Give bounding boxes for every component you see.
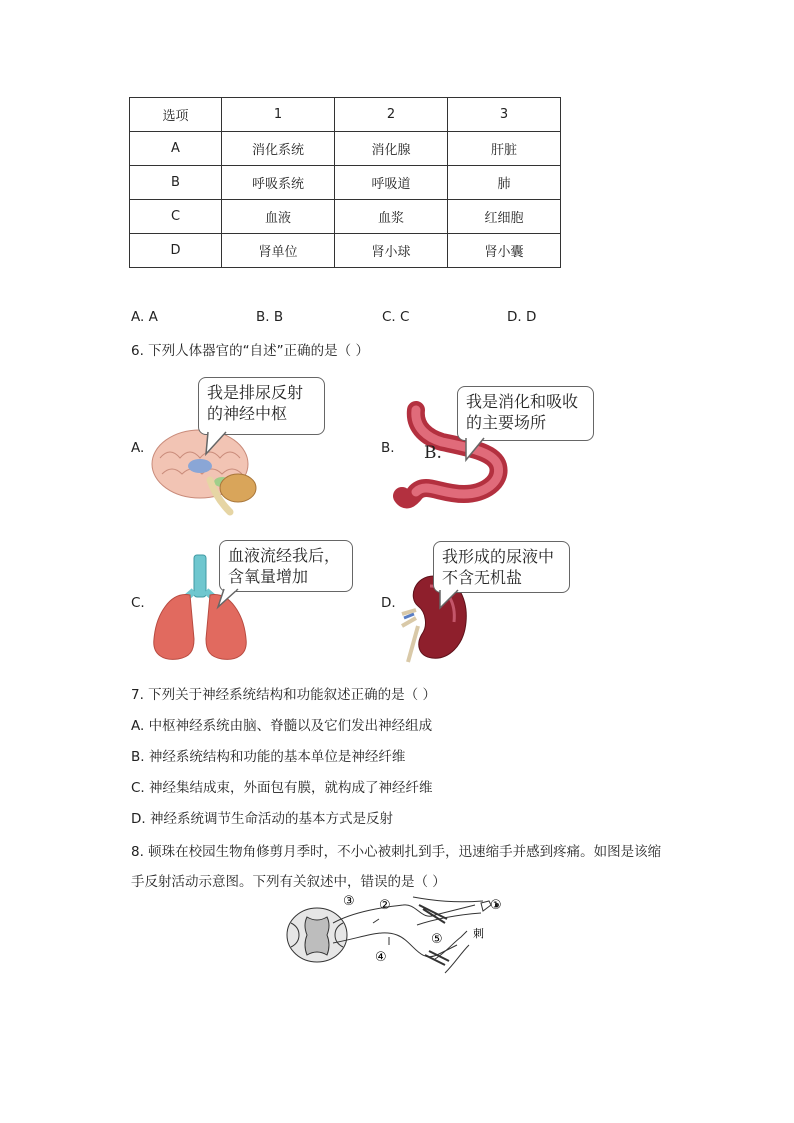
- q7-option-c[interactable]: C. 神经集结成束，外面包有膜，就构成了神经纤维: [131, 780, 433, 796]
- table-cell: 肝脏: [448, 132, 561, 166]
- table-header-cell: 3: [448, 98, 561, 132]
- table-cell: 肺: [448, 166, 561, 200]
- q5-option-d[interactable]: D. D: [507, 309, 537, 325]
- q8-stem-line2: 手反射活动示意图。下列有关叙述中，错误的是（ ）: [131, 874, 446, 890]
- table-cell: 呼吸道: [335, 166, 448, 200]
- q7-option-a[interactable]: A. 中枢神经系统由脑、脊髓以及它们发出神经组成: [131, 718, 433, 734]
- q5-option-c[interactable]: C. C: [382, 309, 410, 325]
- reflex-label-2: ②: [379, 898, 391, 913]
- table-header-cell: 2: [335, 98, 448, 132]
- table-row: [130, 200, 561, 234]
- q5-option-b[interactable]: B. B: [256, 309, 284, 325]
- reflex-label-4: ④: [375, 950, 387, 965]
- answer-table: [129, 97, 561, 268]
- table-cell: D: [130, 234, 222, 268]
- q6-stem: 6. 下列人体器官的“自述”正确的是（ ）: [131, 343, 369, 359]
- q6-option-d-label[interactable]: D.: [381, 595, 396, 611]
- q6-c-text-line2: 含氧量增加: [228, 567, 309, 586]
- q6-option-a-label[interactable]: A.: [131, 440, 145, 456]
- table-cell: 血液: [222, 200, 335, 234]
- q6-b-bubble-tail: [462, 438, 492, 462]
- table-header-row: [130, 98, 561, 132]
- q7-option-d[interactable]: D. 神经系统调节生命活动的基本方式是反射: [131, 811, 393, 827]
- table-cell: C: [130, 200, 222, 234]
- table-row: [130, 234, 561, 268]
- table-row: [130, 166, 561, 200]
- table-cell: 消化系统: [222, 132, 335, 166]
- q5-option-a[interactable]: A. A: [131, 309, 158, 325]
- q6-a-speech-bubble: [198, 377, 325, 435]
- table-cell: 红细胞: [448, 200, 561, 234]
- stomach-inner-letter: B.: [424, 443, 442, 463]
- q6-b-speech-bubble: [457, 386, 594, 441]
- table-cell: 肾单位: [222, 234, 335, 268]
- q6-a-text-line2: 的神经中枢: [207, 404, 288, 423]
- table-cell: A: [130, 132, 222, 166]
- reflex-label-5: ⑤: [431, 932, 443, 947]
- q6-d-speech-bubble: [433, 541, 570, 593]
- table-cell: B: [130, 166, 222, 200]
- table-cell: 血浆: [335, 200, 448, 234]
- reflex-label-thorn: 刺: [473, 927, 484, 940]
- q6-option-b-label[interactable]: B.: [381, 440, 395, 456]
- table-cell: 肾小球: [335, 234, 448, 268]
- table-cell: 肾小囊: [448, 234, 561, 268]
- table-row: [130, 132, 561, 166]
- q6-b-text-line2: 的主要场所: [466, 413, 547, 432]
- q6-d-text-line2: 不含无机盐: [442, 568, 523, 587]
- q8-stem-line1: 8. 顿珠在校园生物角修剪月季时，不小心被刺扎到手，迅速缩手并感到疼痛。如图是该缩: [131, 844, 662, 860]
- q6-d-bubble-tail: [436, 590, 466, 610]
- q7-stem: 7. 下列关于神经系统结构和功能叙述正确的是（ ）: [131, 687, 436, 703]
- table-header-cell: 1: [222, 98, 335, 132]
- q6-c-speech-bubble: [219, 540, 353, 592]
- table-cell: 呼吸系统: [222, 166, 335, 200]
- q6-b-text-line1: 我是消化和吸收: [466, 392, 579, 411]
- reflex-label-1: ①: [490, 898, 502, 913]
- q6-c-text-line1: 血液流经我后，: [228, 546, 341, 565]
- table-cell: 消化腺: [335, 132, 448, 166]
- q6-a-text-line1: 我是排尿反射: [207, 383, 304, 402]
- table-header-cell: 选项: [130, 98, 222, 132]
- q6-option-c-label[interactable]: C.: [131, 595, 145, 611]
- reflex-arc-diagram: [285, 893, 515, 985]
- reflex-label-3: ③: [343, 894, 355, 909]
- q7-option-b[interactable]: B. 神经系统结构和功能的基本单位是神经纤维: [131, 749, 406, 765]
- q6-c-bubble-tail: [216, 589, 246, 609]
- q6-d-text-line1: 我形成的尿液中: [442, 547, 555, 566]
- q6-a-bubble-tail: [204, 432, 234, 456]
